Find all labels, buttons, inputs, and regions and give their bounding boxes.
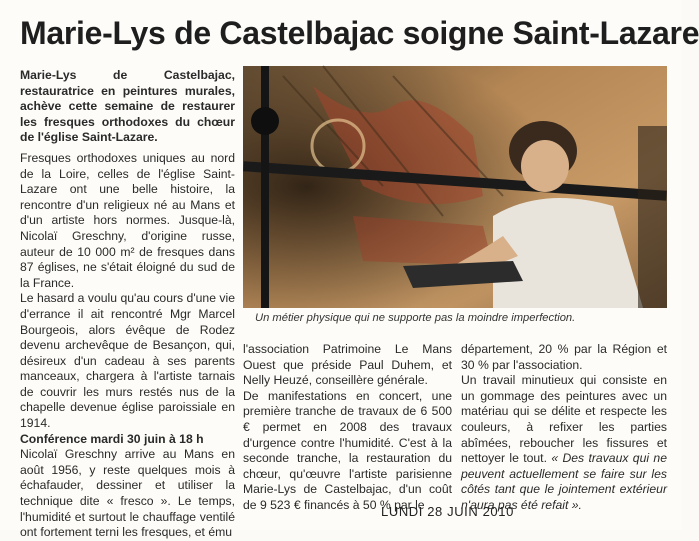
article-column-3	[461, 342, 667, 514]
article-subhead: Conférence mardi 30 juin à 18 h	[20, 431, 204, 446]
article-paragraph: département, 20 % par la Région et 30 % par l'association.	[461, 342, 667, 372]
article-paragraph: Nicolaï Greschny arrive au Mans en août 1956, y reste quelques mois à échafauder, dessiner et utiliser la technique dite « fresco ». Le temps, l'humidité et surtout le chauffage ventilé ont fortement terni les fresques, et ému	[20, 447, 235, 540]
article-text: Un travail minutieux qui consiste en un gommage des peintures avec un matériau qui se délite et respecte les couleurs, à refixer les parties abîmées, reboucher les fissures et nettoyer le tout.	[461, 373, 667, 466]
article-paragraph: Fresques orthodoxes uniques au nord de la Loire, celles de l'église Saint-Lazare ont une belle histoire, la rencontre d'un religieux né au Mans et d'un artiste hors normes. Jusque-là, Nicolaï Greschny, d'origine russe, auteur de 10 000 m² de fresques dans 87 églises, ne s'était éloigné du sud de la France.	[20, 150, 235, 290]
article-photo	[243, 66, 667, 308]
scaffold-post	[261, 66, 269, 308]
lamp	[251, 107, 279, 135]
article-lead: Marie-Lys de Castelbajac, restauratrice en peintures murales, achève cette semaine de restaurer les fresques orthodoxes du chœur de l'église Saint-Lazare.	[20, 68, 235, 145]
article-column-2	[243, 342, 452, 514]
article-paragraph: De manifestations en concert, une première tranche de travaux de 6 500 € permet en 2008 des travaux d'urgence contre l'humidité. C'est à la seconde tranche, la restauration du chœur, qu'œuvre l'artiste parisienne Marie-Lys de Castelbajac, d'un coût de 9 523 € financés à 50 % par le	[243, 388, 452, 512]
article-paragraph	[461, 373, 667, 513]
photo-caption: Un métier physique qui ne supporte pas la moindre imperfection.	[255, 312, 576, 324]
article-quote: « Des travaux qui ne peuvent actuellement se faire sur les côtés tant que le jointement extérieur n'aura pas été refait ».	[461, 451, 667, 512]
publication-date: LUNDI 28 JUIN 2010	[381, 504, 514, 519]
article-paragraph: Le hasard a voulu qu'au cours d'une vie d'errance il ait rencontré Mgr Marcel Bourgeois, alors évêque de Rodez devenu archevêque de Besançon, qui, désireux d'un cadeau à ses parents manceaux, chargera à l'artiste tarnais de couvrir les murs restés nus de la chapelle devenue église paroissiale en 1914.	[20, 291, 235, 431]
article-headline: Marie-Lys de Castelbajac soigne Saint-Lazare	[20, 15, 699, 51]
restorer-face	[521, 140, 569, 192]
article-column-1	[20, 68, 235, 541]
article-paragraph: l'association Patrimoine Le Mans Ouest que préside Paul Duhem, et Nelly Heuzé, conseillère générale.	[243, 342, 452, 388]
